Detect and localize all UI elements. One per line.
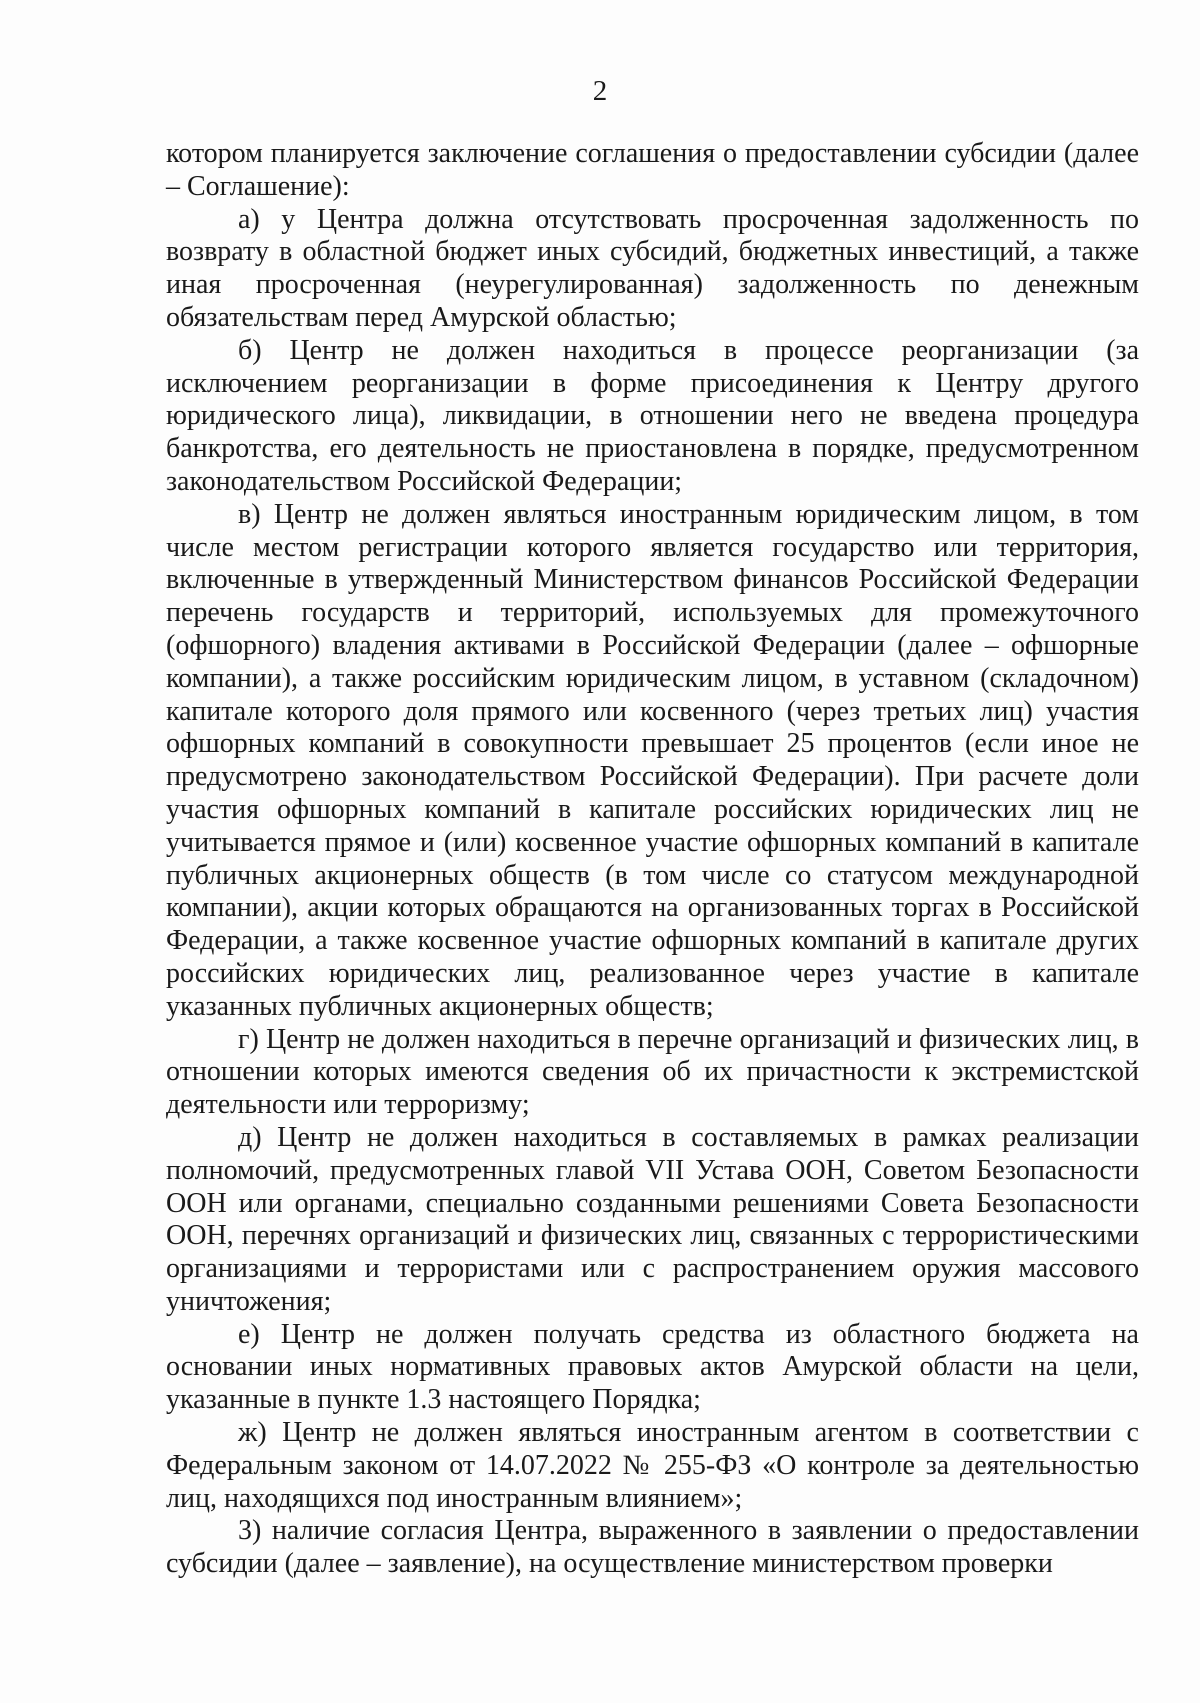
document-body: [166, 138, 1139, 1581]
paragraph-item-zh: ж) Центр не должен являться иностранным агентом в соответствии с Федеральным законом от 14.07.2022 № 255-ФЗ «О контроле за деятельностью лиц, находящихся под иностранным влиянием»;: [166, 1417, 1139, 1514]
paragraph-item-b: б) Центр не должен находиться в процессе реорганизации (за исключением реорганизации в форме присоединения к Центру другого юридического лица), ликвидации, в отношении него не введена процедура банкротства, его деятельность не приостановлена в порядке, предусмотренном законодательством Российской Федерации;: [166, 334, 1139, 497]
paragraph-item-e: е) Центр не должен получать средства из областного бюджета на основании иных нормативных правовых актов Амурской области на цели, указанные в пункте 1.3 настоящего Порядка;: [166, 1318, 1139, 1416]
paragraph-item-g: г) Центр не должен находиться в перечне организаций и физических лиц, в отношении которых имеются сведения об их причастности к экстремистской деятельности или терроризму;: [166, 1023, 1139, 1121]
paragraph-item-3: 3) наличие согласия Центра, выраженного в заявлении о предоставлении субсидии (далее – заявление), на осуществление министерством проверки: [166, 1515, 1139, 1580]
paragraph-item-d: д) Центр не должен находиться в составляемых в рамках реализации полномочий, предусмотренных главой VII Устава ООН, Советом Безопасности ООН или органами, специально созданными решениями Совета Безопасности ООН, перечнях организаций и физических лиц, связанных с террористическими организациями и террористами или с распространением оружия массового уничтожения;: [166, 1121, 1139, 1317]
page-number: 2: [592, 75, 608, 107]
paragraph-item-a: а) у Центра должна отсутствовать просроченная задолженность по возврату в областной бюджет иных субсидий, бюджетных инвестиций, а также иная просроченная (неурегулированная) задолженность по денежным обязательствам перед Амурской областью;: [166, 203, 1139, 333]
paragraph-continuation: котором планируется заключение соглашения о предоставлении субсидии (далее – Соглашение):: [166, 138, 1139, 202]
paragraph-item-v: в) Центр не должен являться иностранным юридическим лицом, в том числе местом регистрации которого является государство или территория, включенные в утвержденный Министерством финансов Российской Федерации перечень государств и территорий, используемых для промежуточного (офшорного) владения активами в Российской Федерации (далее – офшорные компании), а также российским юридическим лицом, в уставном (складочном) капитале которого доля прямого или косвенного (через третьих лиц) участия офшорных компаний в совокупности превышает 25 процентов (если иное не предусмотрено законодательством Российской Федерации). При расчете доли участия офшорных компаний в капитале российских юридических лиц не учитывается прямое и (или) косвенное участие офшорных компаний в капитале публичных акционерных обществ (в том числе со статусом международной компании), акции которых обращаются на организованных торгах в Российской Федерации, а также косвенное участие офшорных компаний в капитале других российских юридических лиц, реализованное через участие в капитале указанных публичных акционерных обществ;: [166, 498, 1139, 1022]
